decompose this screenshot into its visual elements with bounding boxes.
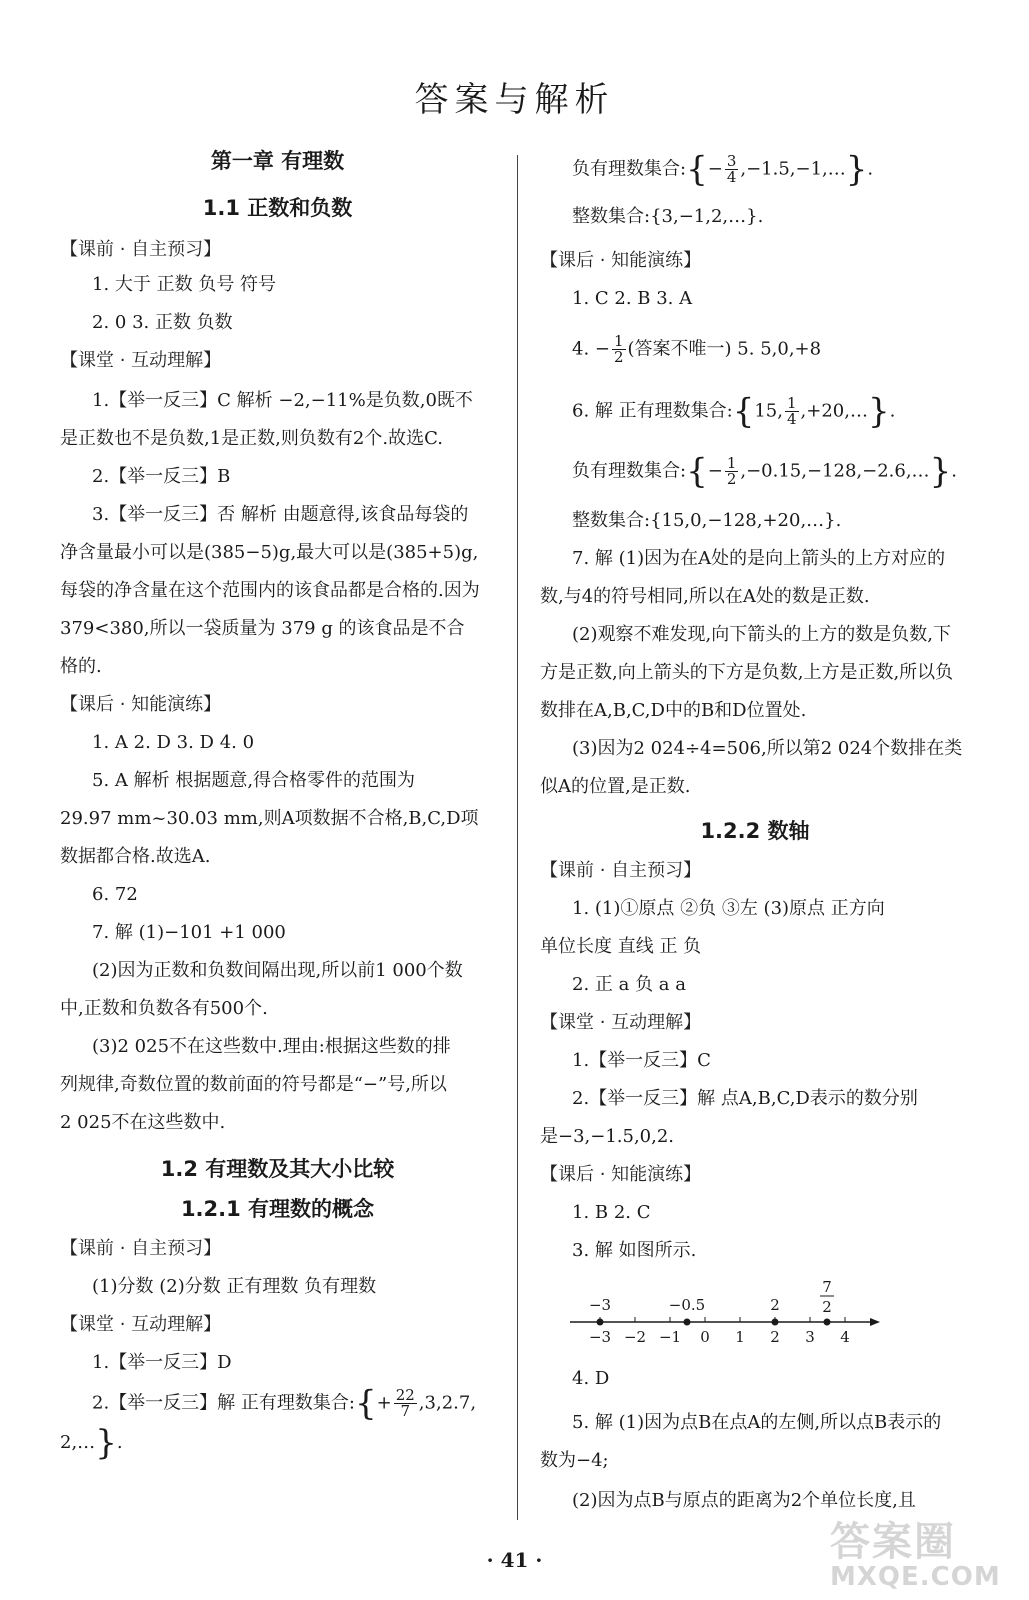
text-line: 2. 0 3. 正数 负数 <box>92 312 233 333</box>
text-line: 7. 解 (1)因为在A处的是向上箭头的上方对应的 <box>572 548 946 569</box>
tick-label: 0 <box>700 1328 710 1346</box>
brace-icon: { <box>354 1383 377 1424</box>
watermark-url: MXQE.COM <box>830 1562 1001 1592</box>
section-heading-1-2-2: 1.2.2 数轴 <box>700 819 810 843</box>
section-heading-1-2-1: 1.2.1 有理数的概念 <box>180 1197 375 1221</box>
text-line: (2)因为正数和负数间隔出现,所以前1 000个数 <box>92 960 463 981</box>
fraction-denominator: 7 <box>400 1402 411 1420</box>
text-segment: 2,… <box>60 1432 96 1453</box>
tick-label: 4 <box>840 1328 850 1346</box>
text-segment: 6. 解 正有理数集合: <box>572 400 733 422</box>
point-dot <box>824 1319 831 1326</box>
point-label: −3 <box>588 1296 612 1314</box>
text-line: 2.【举一反三】解 点A,B,C,D表示的数分别 <box>572 1088 918 1109</box>
text-segment: 负有理数集合: <box>572 460 687 482</box>
column-divider <box>517 155 518 1520</box>
text-line: 整数集合:{3,−1,2,…}. <box>572 206 764 227</box>
point-label-denominator: 2 <box>822 1298 832 1316</box>
section-tag: 【课后 · 知能演练】 <box>540 250 702 271</box>
text-line: 5. A 解析 根据题意,得合格零件的范围为 <box>92 770 416 791</box>
fraction <box>785 396 799 427</box>
brace-icon: { <box>732 391 755 432</box>
text-line: (3)2 025不在这些数中.理由:根据这些数的排 <box>92 1036 451 1057</box>
text-line: 每袋的净含量在这个范围内的该食品都是合格的.因为 <box>60 580 480 601</box>
text-segment: ,3,2.7, <box>418 1392 477 1414</box>
text-line: (1)分数 (2)分数 正有理数 负有理数 <box>92 1276 377 1297</box>
fraction-numerator: 1 <box>613 332 624 350</box>
point-label: 2 <box>770 1296 780 1314</box>
brace-icon: } <box>845 149 868 190</box>
text-line: 似A的位置,是正数. <box>540 776 691 797</box>
text-line: 3. 解 如图所示. <box>572 1240 697 1261</box>
brace-icon: { <box>686 451 708 492</box>
section-tag: 【课堂 · 互动理解】 <box>60 1314 222 1335</box>
page-title: 答案与解析 <box>414 80 615 120</box>
text-segment: ,−0.15,−128,−2.6,… <box>740 460 930 482</box>
text-line: 1. B 2. C <box>572 1202 651 1223</box>
text-line: 数据都合格.故选A. <box>60 846 211 867</box>
section-tag: 【课堂 · 互动理解】 <box>60 350 222 371</box>
brace-icon: } <box>929 451 952 492</box>
fraction <box>394 1388 417 1419</box>
text-line: (2)因为点B与原点的距离为2个单位长度,且 <box>572 1490 916 1511</box>
fraction <box>612 334 626 365</box>
chapter-heading: 第一章 有理数 <box>210 149 345 173</box>
section-tag: 【课前 · 自主预习】 <box>60 1238 222 1259</box>
number-line-figure <box>570 1276 890 1366</box>
text-line: 数为−4; <box>540 1450 609 1471</box>
fraction-numerator: 3 <box>726 152 737 170</box>
text-line-with-fraction <box>540 334 970 365</box>
arrow-right-icon <box>870 1318 880 1326</box>
brace-icon: { <box>686 149 708 190</box>
fraction-denominator: 4 <box>726 168 737 186</box>
watermark-text: 答案圈 <box>830 1519 956 1565</box>
sign: + <box>376 1392 392 1414</box>
point-label-numerator: 7 <box>822 1278 832 1296</box>
tick-label: −3 <box>588 1328 612 1346</box>
text-line: 2,…}. <box>60 1423 123 1463</box>
text-segment: 15, <box>754 400 783 422</box>
section-tag: 【课前 · 自主预习】 <box>60 239 222 260</box>
text-line: 是−3,−1.5,0,2. <box>540 1126 675 1147</box>
section-heading-1-2: 1.2 有理数及其大小比较 <box>160 1157 395 1181</box>
text-line: 整数集合:{15,0,−128,+20,…}. <box>572 510 842 531</box>
fraction-numerator: 1 <box>786 394 797 412</box>
watermark-logo <box>820 1510 1020 1595</box>
text-line: 1. 大于 正数 负号 符号 <box>92 274 277 295</box>
page-number: · 41 · <box>486 1548 543 1572</box>
brace-icon: } <box>867 391 890 432</box>
fraction-denominator: 4 <box>786 410 797 428</box>
sign: − <box>707 460 723 482</box>
text-line: 格的. <box>60 656 102 677</box>
fraction <box>725 456 739 487</box>
text-line: 1. C 2. B 3. A <box>572 288 693 309</box>
text-segment: (答案不唯一) 5. 5,0,+8 <box>627 338 822 360</box>
text-line: 2 025不在这些数中. <box>60 1112 226 1133</box>
sign: − <box>707 158 723 180</box>
point-label: −0.5 <box>668 1296 706 1314</box>
text-line: 7. 解 (1)−101 +1 000 <box>92 922 286 943</box>
tick-label: −1 <box>658 1328 682 1346</box>
text-line: 方是正数,向上箭头的下方是负数,上方是正数,所以负 <box>540 662 954 683</box>
section-tag: 【课堂 · 互动理解】 <box>540 1012 702 1033</box>
text-line: 2.【举一反三】B <box>92 466 231 487</box>
fraction-denominator: 2 <box>613 348 624 366</box>
section-tag: 【课前 · 自主预习】 <box>540 860 702 881</box>
text-line-with-fraction: 负有理数集合:{− $\frac{1}{2}$ ,−0.15,−128,−2.6,…}. <box>572 451 957 492</box>
text-segment: 2.【举一反三】解 正有理数集合: <box>92 1392 355 1414</box>
text-line: 29.97 mm~30.03 mm,则A项数据不合格,B,C,D项 <box>60 808 479 829</box>
fraction-numerator: 22 <box>395 1386 415 1404</box>
text-line: 单位长度 直线 正 负 <box>540 936 702 957</box>
text-line: 数,与4的符号相同,所以在A处的数是正数. <box>540 586 870 607</box>
fraction-denominator: 2 <box>726 470 737 488</box>
point-dot <box>772 1319 779 1326</box>
text-line: 是正数也不是负数,1是正数,则负数有2个.故选C. <box>60 428 443 449</box>
text-line: 净含量最小可以是(385−5)g,最大可以是(385+5)g, <box>60 542 479 563</box>
text-line: 1. A 2. D 3. D 4. 0 <box>92 732 255 753</box>
text-segment: 负有理数集合: <box>572 158 687 180</box>
section-tag: 【课后 · 知能演练】 <box>60 694 222 715</box>
text-line: 1.【举一反三】C 解析 −2,−11%是负数,0既不 <box>92 390 473 411</box>
text-segment: ,−1.5,−1,… <box>740 158 846 180</box>
text-line: 5. 解 (1)因为点B在点A的左侧,所以点B表示的 <box>572 1412 942 1433</box>
text-segment: ,+20,… <box>800 400 868 422</box>
text-line-with-fraction: 6. 解 正有理数集合:{15, $\frac{1}{4}$ ,+20,…}. <box>572 391 896 432</box>
text-line: 1.【举一反三】C <box>572 1050 711 1071</box>
text-line: 中,正数和负数各有500个. <box>60 998 268 1019</box>
section-tag: 【课后 · 知能演练】 <box>540 1164 702 1185</box>
text-line: 4. D <box>572 1368 610 1389</box>
text-line: 列规律,奇数位置的数前面的符号都是“−”号,所以 <box>60 1074 447 1095</box>
point-dot <box>684 1319 691 1326</box>
brace-icon: } <box>95 1423 117 1463</box>
text-line: 2. 正 a 负 a a <box>572 974 686 995</box>
text-segment: 4. − <box>572 338 610 360</box>
text-line: 6. 72 <box>92 884 138 905</box>
text-line: 379<380,所以一袋质量为 379 g 的该食品是不合 <box>60 618 465 639</box>
tick-label: 3 <box>805 1328 815 1346</box>
tick-label: −2 <box>623 1328 647 1346</box>
text-line: 1. (1)①原点 ②负 ③左 (3)原点 正方向 <box>572 898 885 919</box>
point-dot <box>597 1319 604 1326</box>
section-heading-1-1: 1.1 正数和负数 <box>202 196 353 220</box>
fraction-numerator: 1 <box>726 454 737 472</box>
text-line-with-fraction <box>60 1383 495 1424</box>
text-line: (2)观察不难发现,向下箭头的上方的数是负数,下 <box>572 624 951 645</box>
text-line: 1.【举一反三】D <box>92 1352 232 1373</box>
tick-label: 2 <box>770 1328 780 1346</box>
fraction <box>725 154 739 185</box>
text-line: 数排在A,B,C,D中的B和D位置处. <box>540 700 807 721</box>
text-line: (3)因为2 024÷4=506,所以第2 024个数排在类 <box>572 738 963 759</box>
text-line: 3.【举一反三】否 解析 由题意得,该食品每袋的 <box>92 504 469 525</box>
text-line-with-fraction: 负有理数集合:{− $\frac{3}{4}$ ,−1.5,−1,…}. <box>572 149 874 190</box>
tick-label: 1 <box>735 1328 745 1346</box>
